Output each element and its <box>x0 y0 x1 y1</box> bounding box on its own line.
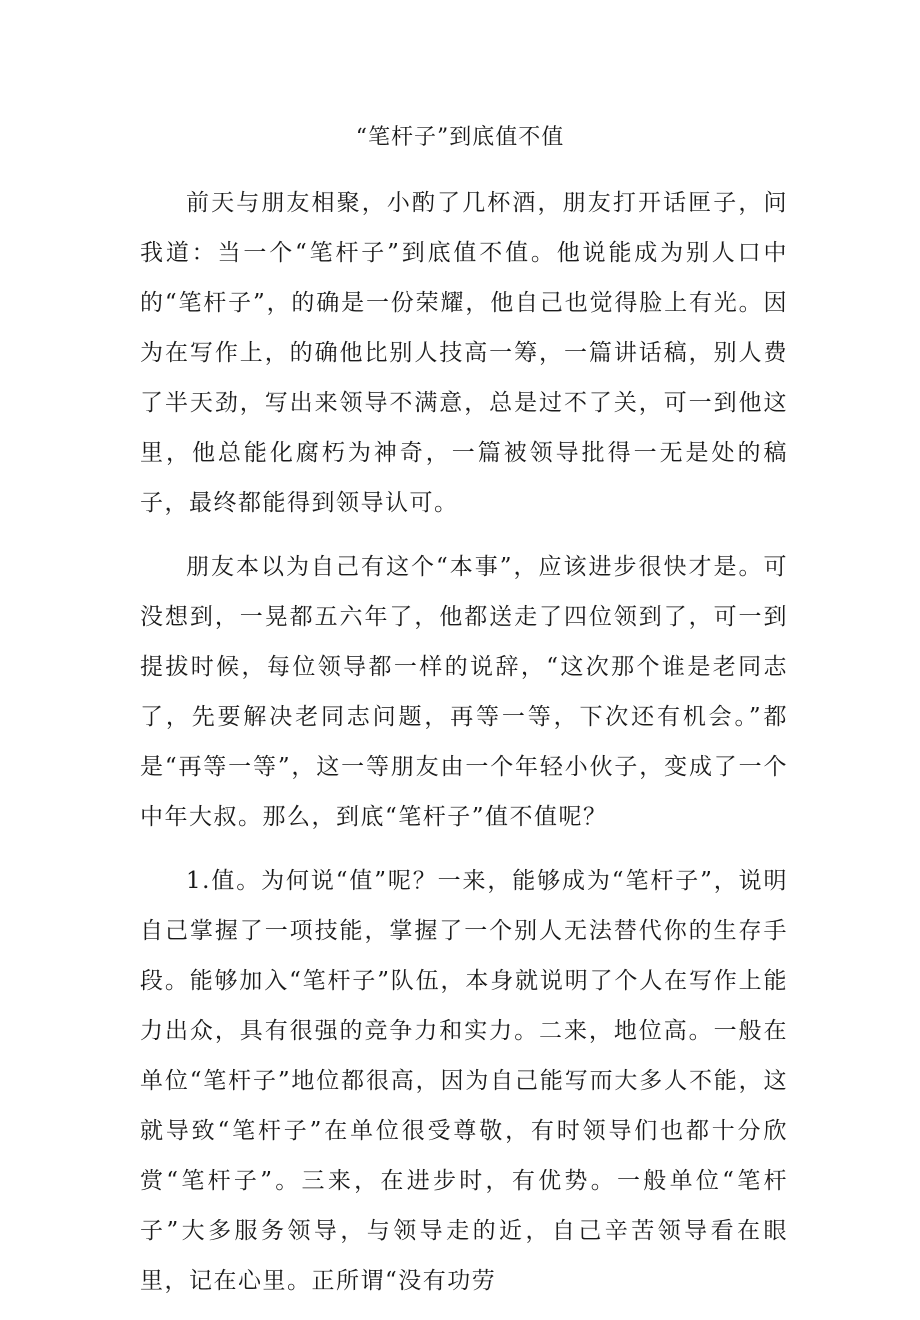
paragraph-2: 朋友本以为自己有这个“本事”，应该进步很快才是。可没想到，一晃都五六年了，他都送走了四位领到了，可一到提拔时候，每位领导都一样的说辞，“这次那个谁是老同志了，先要解决老同志问题，再等一等，下次还有机会。”都是“再等一等”，这一等朋友由一个年轻小伙子，变成了一个中年大叔。那么，到底“笔杆子”值不值呢？ <box>140 554 788 830</box>
paragraph-3: 1.值。为何说“值”呢？一来，能够成为“笔杆子”，说明自己掌握了一项技能，掌握了一个别人无法替代你的生存手段。能够加入“笔杆子”队伍，本身就说明了个人在写作上能力出众，具有很强的竞争力和实力。二来，地位高。一般在单位“笔杆子”地位都很高，因为自己能写而大多人不能，这就导致“笔杆子”在单位很受尊敬，有时领导们也都十分欣赏“笔杆子”。三来，在进步时，有优势。一般单位“笔杆子”大多服务领导，与领导走的近，自己辛苦领导看在眼里，记在心里。正所谓“没有功劳 <box>140 868 788 1294</box>
document-body <box>140 178 788 1320</box>
paragraph-1: 前天与朋友相聚，小酌了几杯酒，朋友打开话匣子，问我道：当一个“笔杆子”到底值不值。他说能成为别人口中的“笔杆子”，的确是一份荣耀，他自己也觉得脸上有光。因为在写作上，的确他比别人技高一筹，一篇讲话稿，别人费了半天劲，写出来领导不满意，总是过不了关，可一到他这里，他总能化腐朽为神奇，一篇被领导批得一无是处的稿子，最终都能得到领导认可。 <box>140 190 788 516</box>
document-title: “笔杆子”到底值不值 <box>355 125 565 150</box>
